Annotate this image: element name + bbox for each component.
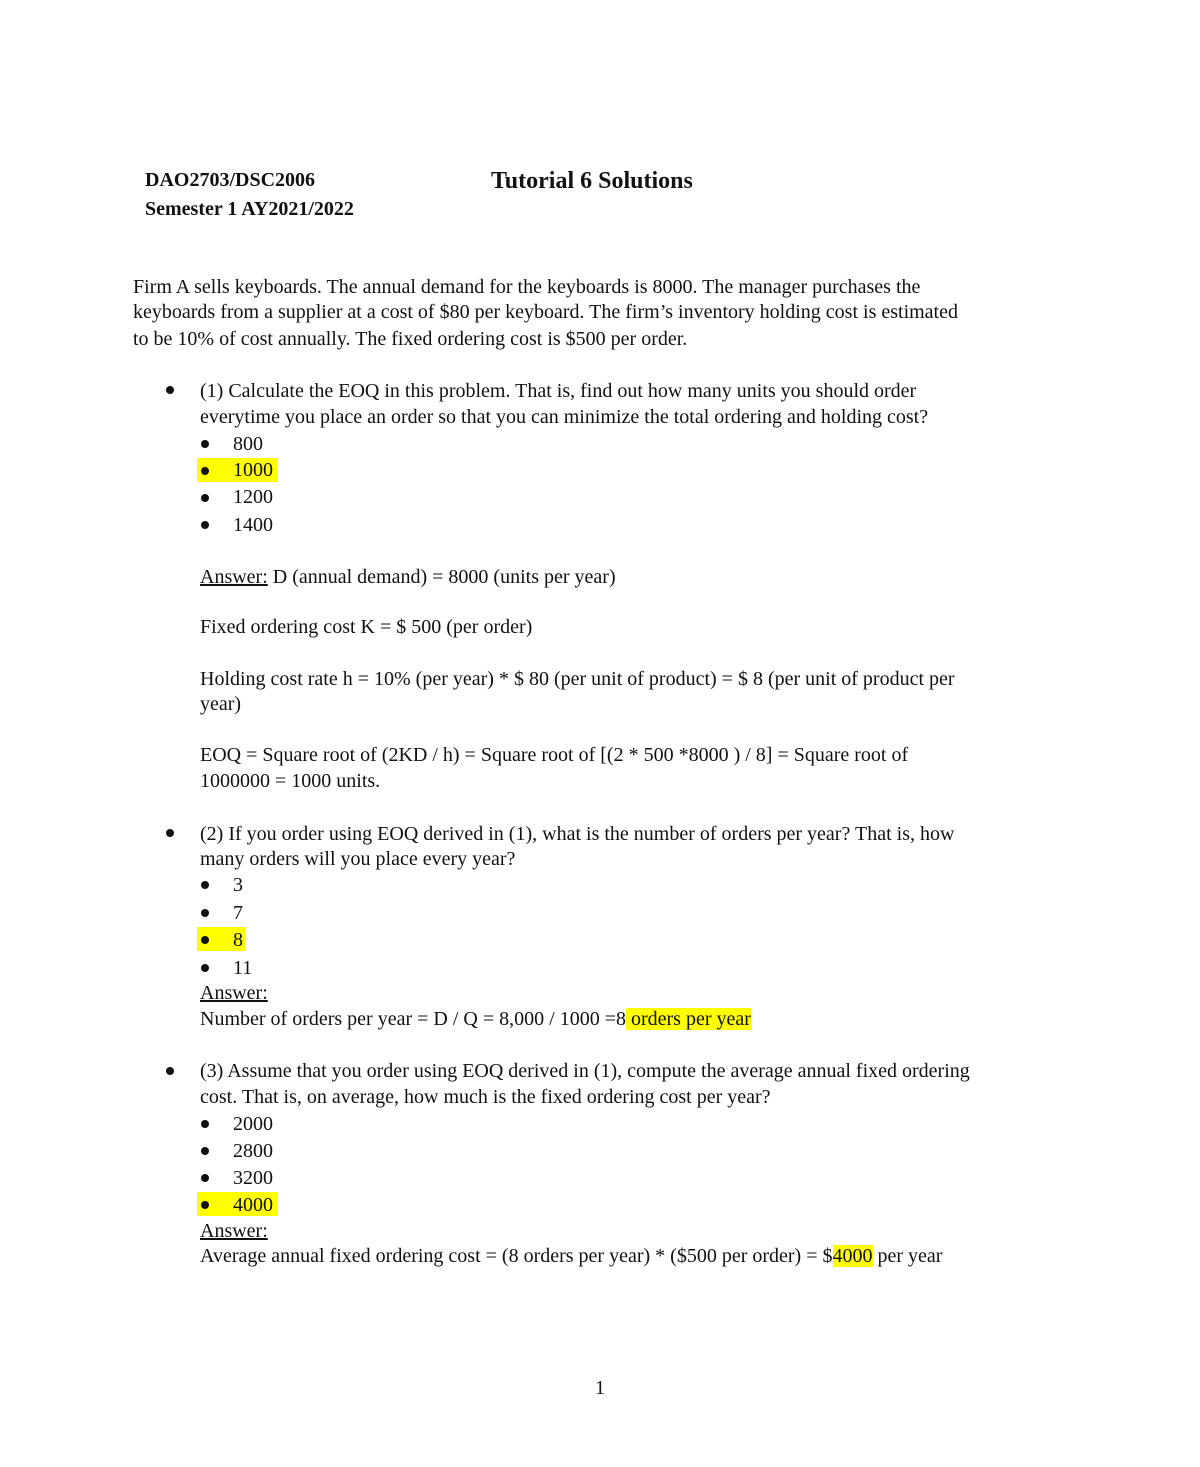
- answer-text: [200, 1006, 751, 1032]
- bullet-icon: [201, 909, 209, 917]
- bullet-icon: [201, 440, 209, 448]
- answer-text: [200, 1243, 942, 1269]
- answer-line: [200, 564, 616, 590]
- holding-cost-line: Holding cost rate h = 10% (per year) * $ 80 (per unit of product) = $ 8 (per unit of product per: [200, 668, 955, 690]
- question-text: (2) If you order using EOQ derived in (1), what is the number of orders per year? That is, how: [200, 823, 955, 845]
- page-number: 1: [595, 1377, 605, 1399]
- option-item: 2000: [233, 1113, 273, 1135]
- answer-formula: Average annual fixed ordering cost = (8 orders per year) * ($500 per order) = $: [200, 1245, 833, 1267]
- holding-cost-line: year): [200, 693, 242, 715]
- bullet-icon: [201, 1120, 209, 1128]
- bullet-icon: [166, 386, 174, 394]
- intro-line: keyboards from a supplier at a cost of $80 per keyboard. The firm’s inventory holding cost is estimated: [133, 301, 958, 323]
- answer-formula: Number of orders per year = D / Q = 8,000 / 1000 =8: [200, 1008, 626, 1030]
- question-text: (1) Calculate the EOQ in this problem. That is, find out how many units you should order: [200, 380, 917, 402]
- option-item: 3: [233, 874, 243, 896]
- answer-label: Answer:: [200, 566, 268, 588]
- semester-label: Semester 1 AY2021/2022: [145, 198, 354, 220]
- answer-label: Answer:: [200, 982, 268, 1004]
- bullet-icon: [166, 829, 174, 837]
- option-item-correct: 8: [233, 929, 243, 951]
- answer-highlight: orders per year: [625, 1008, 751, 1030]
- answer-highlight: 4000: [832, 1245, 873, 1267]
- fixed-cost-line: Fixed ordering cost K = $ 500 (per order): [200, 616, 533, 638]
- option-item: 11: [233, 957, 253, 979]
- bullet-icon: [201, 467, 209, 475]
- bullet-icon: [201, 1201, 209, 1209]
- answer-suffix: per year: [872, 1245, 943, 1267]
- bullet-icon: [201, 881, 209, 889]
- question-text: (3) Assume that you order using EOQ derived in (1), compute the average annual fixed ordering: [200, 1060, 970, 1082]
- bullet-icon: [201, 1174, 209, 1182]
- option-item: 800: [233, 433, 263, 455]
- question-text: cost. That is, on average, how much is the fixed ordering cost per year?: [200, 1086, 771, 1108]
- option-item: 1400: [233, 514, 273, 536]
- intro-line: Firm A sells keyboards. The annual demand for the keyboards is 8000. The manager purchases the: [133, 276, 921, 298]
- bullet-icon: [166, 1067, 174, 1075]
- bullet-icon: [201, 964, 209, 972]
- answer-label: Answer:: [200, 1220, 268, 1242]
- option-item: 3200: [233, 1167, 273, 1189]
- bullet-icon: [201, 521, 209, 529]
- bullet-icon: [201, 494, 209, 502]
- eoq-line: 1000000 = 1000 units.: [200, 770, 381, 792]
- eoq-line: EOQ = Square root of (2KD / h) = Square root of [(2 * 500 *8000 ) / 8] = Square root of: [200, 744, 909, 766]
- answer-text: D (annual demand) = 8000 (units per year): [267, 566, 616, 588]
- bullet-icon: [201, 1147, 209, 1155]
- page-title: Tutorial 6 Solutions: [491, 168, 693, 194]
- question-text: many orders will you place every year?: [200, 848, 516, 870]
- option-item: 7: [233, 902, 243, 924]
- option-item: 1200: [233, 486, 273, 508]
- question-text: everytime you place an order so that you can minimize the total ordering and holding cost?: [200, 406, 929, 428]
- option-item-correct: 1000: [233, 459, 273, 481]
- course-code: DAO2703/DSC2006: [145, 169, 316, 191]
- bullet-icon: [201, 936, 209, 944]
- option-item: 2800: [233, 1140, 273, 1162]
- option-item-correct: 4000: [233, 1194, 273, 1216]
- intro-line: to be 10% of cost annually. The fixed ordering cost is $500 per order.: [133, 328, 688, 350]
